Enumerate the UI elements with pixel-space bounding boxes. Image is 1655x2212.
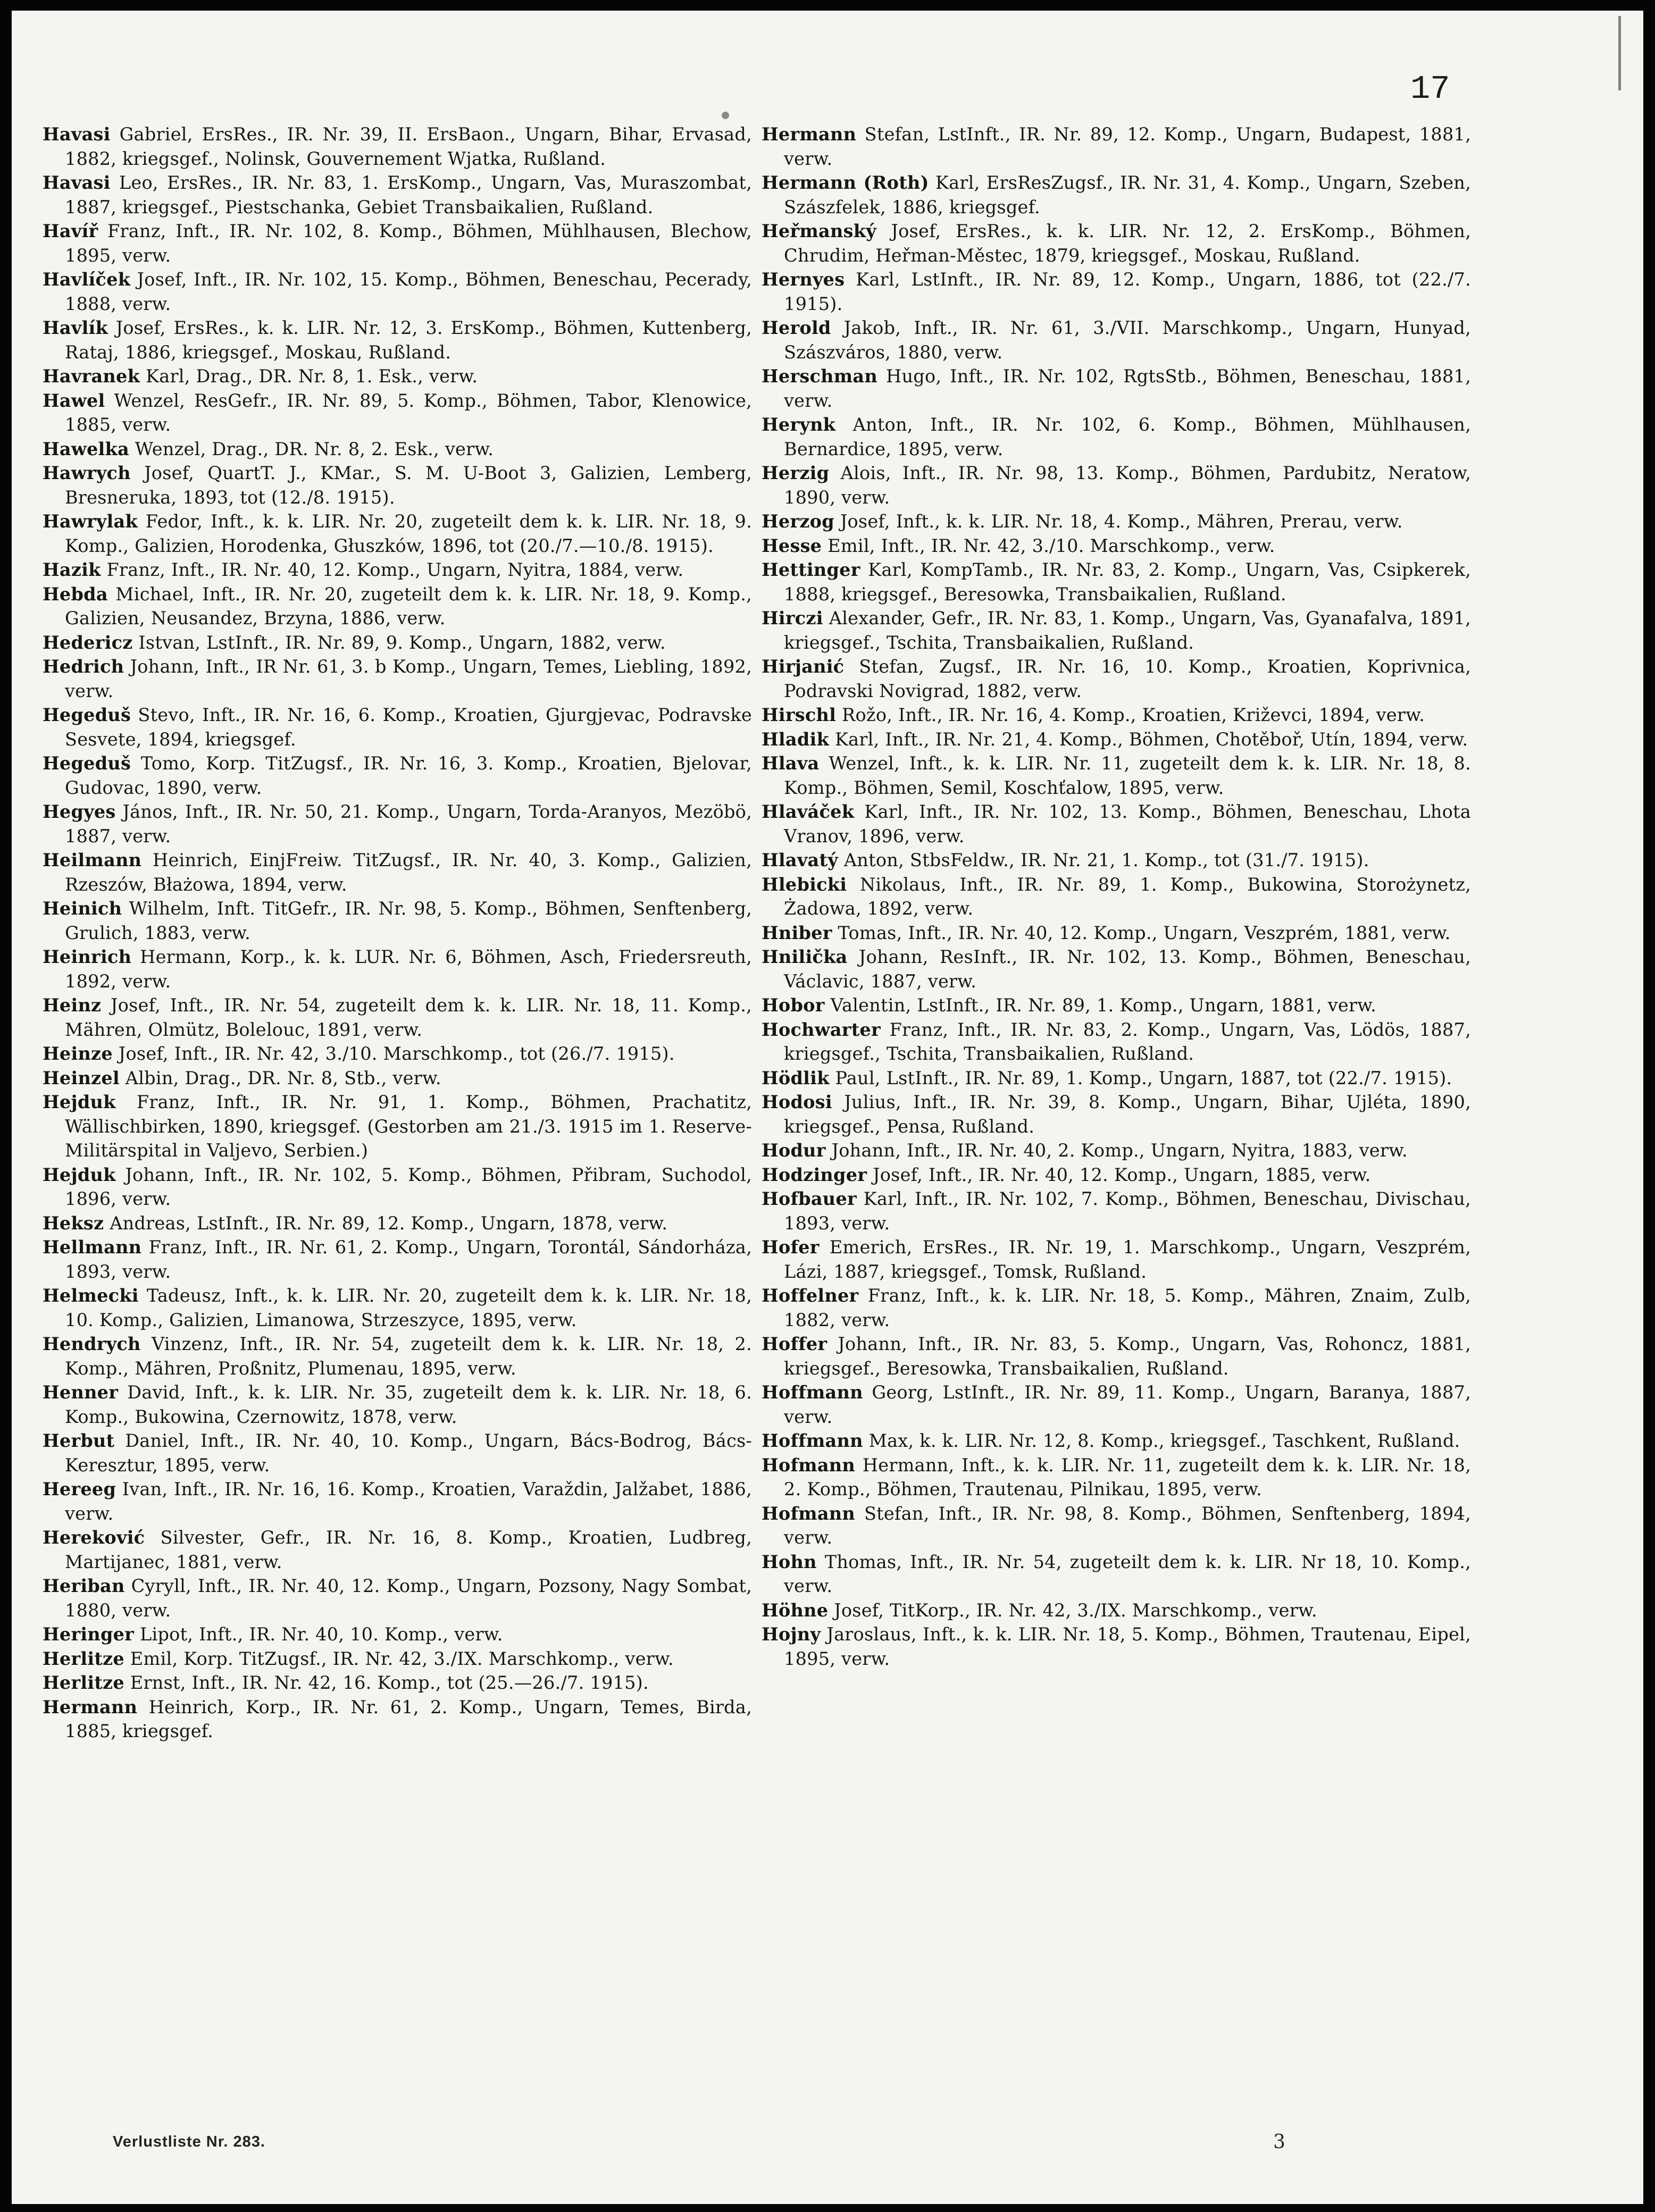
entry-details: Stefan, LstInft., IR. Nr. 89, 12. Komp., Ungarn, Budapest, 1881, verw. xyxy=(784,124,1471,169)
casualty-entry xyxy=(43,1622,752,1647)
entry-details: Franz, Inft., IR. Nr. 83, 2. Komp., Ungarn, Vas, Lödös, 1887, kriegsgef., Tschita, Transbaikalien, Rußland. xyxy=(784,1019,1471,1064)
entry-details: Johann, Inft., IR Nr. 61, 3. b Komp., Ungarn, Temes, Liebling, 1892, verw. xyxy=(65,656,752,701)
entry-details: Max, k. k. LIR. Nr. 12, 8. Komp., kriegsgef., Taschkent, Rußland. xyxy=(863,1430,1460,1451)
entry-surname: Havlíček xyxy=(43,269,131,290)
entry-details: Istvan, LstInft., IR. Nr. 89, 9. Komp., Ungarn, 1882, verw. xyxy=(132,632,666,653)
entry-details: Leo, ErsRes., IR. Nr. 83, 1. ErsKomp., Ungarn, Vas, Muraszombat, 1887, kriegsgef., Piestschanka, Gebiet Transbaikalien, Rußland. xyxy=(65,172,752,217)
casualty-entry xyxy=(762,1550,1471,1598)
entry-details: Anton, Inft., IR. Nr. 102, 6. Komp., Böhmen, Mühlhausen, Bernardice, 1895, verw. xyxy=(784,414,1471,459)
entry-details: Heinrich, EinjFreiw. TitZugsf., IR. Nr. 40, 3. Komp., Galizien, Rzeszów, Błażowa, 1894, verw. xyxy=(65,850,752,895)
entry-surname: Hlebicki xyxy=(762,874,847,895)
casualty-entry xyxy=(762,1380,1471,1429)
entry-surname: Hofmann xyxy=(762,1503,856,1524)
entry-surname: Havlík xyxy=(43,317,108,338)
entry-details: Josef, TitKorp., IR. Nr. 42, 3./IX. Marschkomp., verw. xyxy=(828,1599,1317,1621)
entry-details: Josef, Inft., IR. Nr. 42, 3./10. Marschkomp., tot (26./7. 1915). xyxy=(112,1043,675,1064)
footer-list-number: Verlustliste Nr. 283. xyxy=(113,2133,265,2150)
entry-surname: Hellmann xyxy=(43,1237,142,1258)
casualty-entry xyxy=(762,122,1471,171)
casualty-entry xyxy=(43,1284,752,1332)
entry-details: Wenzel, Inft., k. k. LIR. Nr. 11, zugeteilt dem k. k. LIR. Nr. 18, 8. Komp., Böhmen, Semil, Koschťalow, 1895, verw. xyxy=(784,753,1471,798)
casualty-entry xyxy=(43,1090,752,1163)
entry-surname: Hegyes xyxy=(43,801,116,822)
casualty-entry xyxy=(762,1502,1471,1550)
casualty-entry xyxy=(43,631,752,655)
entry-details: Johann, Inft., IR. Nr. 102, 5. Komp., Böhmen, Přibram, Suchodol, 1896, verw. xyxy=(65,1164,752,1209)
entry-details: Hermann, Inft., k. k. LIR. Nr. 11, zugeteilt dem k. k. LIR. Nr. 18, 2. Komp., Böhmen, Trautenau, Pilnikau, 1895, verw. xyxy=(784,1454,1471,1499)
entry-details: Alois, Inft., IR. Nr. 98, 13. Komp., Böhmen, Pardubitz, Neratow, 1890, verw. xyxy=(784,463,1471,508)
entry-details: Karl, Inft., IR. Nr. 102, 7. Komp., Böhmen, Beneschau, Divischau, 1893, verw. xyxy=(784,1188,1471,1234)
page-sheet xyxy=(12,11,1643,2204)
entry-surname: Hereeg xyxy=(43,1479,116,1499)
entry-details: Josef, QuartT. J., KMar., S. M. U-Boot 3, Galizien, Lemberg, Bresneruka, 1893, tot (12./8. 1915). xyxy=(65,463,752,508)
entry-surname: Helmecki xyxy=(43,1285,139,1306)
entry-surname: Hofbauer xyxy=(762,1188,857,1209)
entry-surname: Hebda xyxy=(43,583,108,605)
entry-surname: Herzog xyxy=(762,511,834,532)
entry-details: Emil, Korp. TitZugsf., IR. Nr. 42, 3./IX. Marschkomp., verw. xyxy=(124,1648,674,1669)
entry-details: Vinzenz, Inft., IR. Nr. 54, zugeteilt dem k. k. LIR. Nr. 18, 2. Komp., Mähren, Proßnitz, Plumenau, 1895, verw. xyxy=(65,1334,752,1379)
entry-surname: Hawrych xyxy=(43,463,131,483)
entry-details: Josef, Inft., IR. Nr. 40, 12. Komp., Ungarn, 1885, verw. xyxy=(867,1164,1371,1185)
entry-details: Karl, Inft., IR. Nr. 102, 13. Komp., Böhmen, Beneschau, Lhota Vranov, 1896, verw. xyxy=(784,801,1471,847)
entry-surname: Havasi xyxy=(43,172,111,193)
entry-surname: Hernyes xyxy=(762,269,845,290)
casualty-entry xyxy=(762,1018,1471,1066)
entry-details: Lipot, Inft., IR. Nr. 40, 10. Komp., verw. xyxy=(134,1624,503,1645)
casualty-entry xyxy=(43,751,752,800)
entry-details: Ivan, Inft., IR. Nr. 16, 16. Komp., Kroatien, Varaždin, Jalžabet, 1886, verw. xyxy=(65,1479,752,1524)
casualty-entry xyxy=(762,606,1471,655)
entry-details: Wenzel, ResGefr., IR. Nr. 89, 5. Komp., Böhmen, Tabor, Klenowice, 1885, verw. xyxy=(65,390,752,435)
casualty-entry xyxy=(43,582,752,631)
entry-surname: Hlava xyxy=(762,753,820,774)
entry-surname: Herold xyxy=(762,317,831,338)
entry-surname: Heinich xyxy=(43,898,122,919)
entry-details: Franz, Inft., IR. Nr. 40, 12. Komp., Ungarn, Nyitra, 1884, verw. xyxy=(101,559,684,580)
entry-surname: Hesse xyxy=(762,535,822,556)
casualty-entry xyxy=(43,316,752,364)
entry-details: Franz, Inft., k. k. LIR. Nr. 18, 5. Komp., Mähren, Znaim, Zulb, 1882, verw. xyxy=(784,1285,1471,1330)
casualty-entry xyxy=(762,727,1471,752)
entry-details: Josef, ErsRes., k. k. LIR. Nr. 12, 2. ErsKomp., Böhmen, Chrudim, Heřman-Městec, 1879, kriegsgef., Moskau, Rußland. xyxy=(784,221,1471,266)
entry-details: Michael, Inft., IR. Nr. 20, zugeteilt dem k. k. LIR. Nr. 18, 9. Komp., Galizien, Neusandez, Brzyna, 1886, verw. xyxy=(65,583,752,629)
casualty-entry xyxy=(43,389,752,437)
casualty-entry xyxy=(43,1380,752,1429)
casualty-entry xyxy=(43,1429,752,1477)
casualty-entry xyxy=(43,1526,752,1574)
entry-details: Thomas, Inft., IR. Nr. 54, zugeteilt dem k. k. LIR. Nr 18, 10. Komp., verw. xyxy=(784,1551,1471,1596)
entry-surname: Heřmanský xyxy=(762,221,876,241)
entry-surname: Heksz xyxy=(43,1212,104,1234)
entry-details: Wilhelm, Inft. TitGefr., IR. Nr. 98, 5. Komp., Böhmen, Senftenberg, Grulich, 1883, verw. xyxy=(65,898,752,943)
casualty-entry xyxy=(762,655,1471,703)
entry-details: Heinrich, Korp., IR. Nr. 61, 2. Komp., Ungarn, Temes, Birda, 1885, kriegsgef. xyxy=(65,1696,752,1741)
entry-surname: Havranek xyxy=(43,366,140,387)
entry-details: Jaroslaus, Inft., k. k. LIR. Nr. 18, 5. Komp., Böhmen, Trautenau, Eipel, 1895, verw. xyxy=(784,1624,1471,1669)
casualty-entry xyxy=(43,1477,752,1526)
entry-surname: Hlaváček xyxy=(762,801,855,822)
casualty-entry xyxy=(762,219,1471,267)
entry-surname: Herlitze xyxy=(43,1672,124,1693)
entry-details: Stefan, Zugsf., IR. Nr. 16, 10. Komp., Kroatien, Koprivnica, Podravski Novigrad, 1882, verw. xyxy=(784,656,1471,701)
entry-surname: Hochwarter xyxy=(762,1019,881,1040)
entry-surname: Hnilička xyxy=(762,946,848,967)
entry-details: Johann, Inft., IR. Nr. 40, 2. Komp., Ungarn, Nyitra, 1883, verw. xyxy=(825,1140,1408,1161)
casualty-entry xyxy=(762,1138,1471,1163)
casualty-entry xyxy=(43,558,752,582)
entry-surname: Herlitze xyxy=(43,1648,124,1669)
entry-details: Tadeusz, Inft., k. k. LIR. Nr. 20, zugeteilt dem k. k. LIR. Nr. 18, 10. Komp., Galizien, Limanowa, Strzeszyce, 1895, verw. xyxy=(65,1285,752,1330)
casualty-entry xyxy=(762,461,1471,509)
casualty-entry xyxy=(762,703,1471,727)
entry-surname: Hirczi xyxy=(762,608,823,629)
casualty-entry xyxy=(762,1429,1471,1453)
entry-surname: Hladik xyxy=(762,728,829,750)
entry-surname: Hendrych xyxy=(43,1334,141,1354)
entry-details: Johann, Inft., IR. Nr. 83, 5. Komp., Ungarn, Vas, Rohoncz, 1881, kriegsgef., Beresowka, Transbaikalien, Rußland. xyxy=(784,1334,1471,1379)
entry-details: Hugo, Inft., IR. Nr. 102, RgtsStb., Böhmen, Beneschau, 1881, verw. xyxy=(784,366,1471,411)
entry-details: Georg, LstInft., IR. Nr. 89, 11. Komp., Ungarn, Baranya, 1887, verw. xyxy=(784,1382,1471,1427)
casualty-entry xyxy=(762,1066,1471,1091)
page-number: 17 xyxy=(1410,70,1450,108)
entry-surname: Hedericz xyxy=(43,632,133,653)
entry-surname: Hoffmann xyxy=(762,1382,863,1403)
entry-details: Daniel, Inft., IR. Nr. 40, 10. Komp., Ungarn, Bács-Bodrog, Bács-Keresztur, 1895, verw. xyxy=(65,1430,752,1476)
entry-details: Karl, Inft., IR. Nr. 21, 4. Komp., Böhmen, Chotěboř, Utín, 1894, verw. xyxy=(829,728,1468,750)
entry-surname: Höhne xyxy=(762,1599,829,1621)
casualty-entry xyxy=(43,1574,752,1622)
entry-details: Jakob, Inft., IR. Nr. 61, 3./VII. Marschkomp., Ungarn, Hunyad, Szászváros, 1880, verw. xyxy=(784,317,1471,363)
entry-surname: Hniber xyxy=(762,922,832,943)
entry-surname: Hoffmann xyxy=(762,1430,863,1451)
casualty-entry xyxy=(762,509,1471,534)
casualty-entry xyxy=(43,1163,752,1211)
entry-details: David, Inft., k. k. LIR. Nr. 35, zugeteilt dem k. k. LIR. Nr. 18, 6. Komp., Bukowina, Czernowitz, 1878, verw. xyxy=(65,1382,752,1427)
entry-surname: Hirschl xyxy=(762,705,837,725)
entry-details: Stevo, Inft., IR. Nr. 16, 6. Komp., Kroatien, Gjurgjevac, Podravske Sesvete, 1894, kriegsgef. xyxy=(65,705,752,750)
entry-surname: Heinz xyxy=(43,995,102,1016)
casualty-entry xyxy=(43,800,752,848)
entry-surname: Hermann (Roth) xyxy=(762,172,929,193)
entry-details: Josef, Inft., IR. Nr. 54, zugeteilt dem k. k. LIR. Nr. 18, 11. Komp., Mähren, Olmütz, Bolelouc, 1891, verw. xyxy=(65,995,752,1040)
margin-line-mark xyxy=(1618,16,1621,90)
entry-surname: Havasi xyxy=(43,124,111,145)
entry-surname: Hofer xyxy=(762,1237,820,1258)
casualty-entry xyxy=(43,848,752,896)
entry-surname: Havíř xyxy=(43,221,98,241)
casualty-entry xyxy=(762,1090,1471,1138)
entry-details: Tomas, Inft., IR. Nr. 40, 12. Komp., Ungarn, Veszprém, 1881, verw. xyxy=(832,922,1451,943)
casualty-entry xyxy=(762,921,1471,945)
casualty-entry xyxy=(762,873,1471,921)
entry-surname: Heinrich xyxy=(43,946,132,967)
entry-surname: Hohn xyxy=(762,1551,817,1572)
casualty-entry xyxy=(43,1647,752,1671)
casualty-entry xyxy=(43,945,752,993)
casualty-entry xyxy=(43,364,752,389)
entry-details: Emerich, ErsRes., IR. Nr. 19, 1. Marschkomp., Ungarn, Veszprém, Lázi, 1887, kriegsgef., Tomsk, Rußland. xyxy=(784,1237,1471,1282)
casualty-entry xyxy=(762,1453,1471,1502)
entry-details: Josef, Inft., IR. Nr. 102, 15. Komp., Böhmen, Beneschau, Pecerady, 1888, verw. xyxy=(65,269,752,314)
casualty-entry xyxy=(43,1042,752,1066)
entry-details: Ernst, Inft., IR. Nr. 42, 16. Komp., tot (25.—26./7. 1915). xyxy=(124,1672,649,1693)
entry-surname: Herbut xyxy=(43,1430,115,1451)
entry-details: Karl, LstInft., IR. Nr. 89, 12. Komp., Ungarn, 1886, tot (22./7. 1915). xyxy=(784,269,1471,314)
entry-details: Karl, ErsResZugsf., IR. Nr. 31, 4. Komp., Ungarn, Szeben, Szászfelek, 1886, kriegsgef. xyxy=(784,172,1471,217)
casualty-entry xyxy=(762,413,1471,461)
entry-surname: Herschman xyxy=(762,366,877,387)
entry-surname: Hejduk xyxy=(43,1164,116,1185)
casualty-entry xyxy=(762,800,1471,848)
entry-details: Karl, KompTamb., IR. Nr. 83, 2. Komp., Ungarn, Vas, Csipkerek, 1888, kriegsgef., Beresowka, Transbaikalien, Rußland. xyxy=(784,559,1471,605)
entry-surname: Hodosi xyxy=(762,1092,832,1112)
casualty-entry xyxy=(762,364,1471,413)
casualty-entry xyxy=(43,993,752,1042)
entry-details: Albin, Drag., DR. Nr. 8, Stb., verw. xyxy=(119,1067,441,1088)
casualty-entry xyxy=(762,751,1471,800)
entry-surname: Hermann xyxy=(43,1696,138,1717)
entry-details: Franz, Inft., IR. Nr. 102, 8. Komp., Böhmen, Mühlhausen, Blechow, 1895, verw. xyxy=(65,221,752,266)
casualty-entry xyxy=(43,267,752,316)
casualty-entry xyxy=(762,558,1471,606)
entry-details: Fedor, Inft., k. k. LIR. Nr. 20, zugeteilt dem k. k. LIR. Nr. 18, 9. Komp., Galizien, Horodenka, Głuszków, 1896, tot (20./7.—10./8. 1915). xyxy=(65,511,752,556)
casualty-entry xyxy=(762,1235,1471,1284)
entry-details: Tomo, Korp. TitZugsf., IR. Nr. 16, 3. Komp., Kroatien, Bjelovar, Gudovac, 1890, verw. xyxy=(65,753,752,798)
casualty-entry xyxy=(43,703,752,751)
ink-dot-mark xyxy=(722,112,729,119)
casualty-entry xyxy=(762,1332,1471,1380)
entry-details: Franz, Inft., IR. Nr. 91, 1. Komp., Böhmen, Prachatitz, Wällischbirken, 1890, kriegsgef. (Gestorben am 21./3. 1915 im 1. Reserve-Militärspital in Valjevo, Serbien.) xyxy=(65,1092,752,1161)
entry-details: Silvester, Gefr., IR. Nr. 16, 8. Komp., Kroatien, Ludbreg, Martijanec, 1881, verw. xyxy=(65,1527,752,1572)
entry-surname: Henner xyxy=(43,1382,119,1403)
casualty-entry xyxy=(43,1332,752,1380)
entry-surname: Herzig xyxy=(762,463,830,483)
entry-surname: Hawelka xyxy=(43,438,129,459)
entry-details: Emil, Inft., IR. Nr. 42, 3./10. Marschkomp., verw. xyxy=(822,535,1275,556)
entry-details: Nikolaus, Inft., IR. Nr. 89, 1. Komp., Bukowina, Storożynetz, Żadowa, 1892, verw. xyxy=(784,874,1471,919)
casualty-entry xyxy=(762,316,1471,364)
entry-surname: Hejduk xyxy=(43,1092,116,1112)
casualty-entry xyxy=(43,1211,752,1236)
footer-signature-mark: 3 xyxy=(1273,2131,1285,2153)
entry-details: Gabriel, ErsRes., IR. Nr. 39, II. ErsBaon., Ungarn, Bihar, Ervasad, 1882, kriegsgef., Nolinsk, Gouvernement Wjatka, Rußland. xyxy=(65,124,752,169)
casualty-entry xyxy=(762,1598,1471,1623)
casualty-entry xyxy=(762,993,1471,1018)
entry-surname: Herynk xyxy=(762,414,836,435)
entry-details: Johann, ResInft., IR. Nr. 102, 13. Komp., Böhmen, Beneschau, Václavic, 1887, verw. xyxy=(784,946,1471,992)
entry-surname: Heilmann xyxy=(43,850,142,870)
entry-surname: Hodur xyxy=(762,1140,826,1161)
entry-details: Valentin, LstInft., IR. Nr. 89, 1. Komp., Ungarn, 1881, verw. xyxy=(824,995,1377,1016)
right-column xyxy=(762,122,1471,1671)
casualty-entry xyxy=(762,1163,1471,1187)
casualty-entry xyxy=(762,848,1471,873)
entry-surname: Hlavatý xyxy=(762,850,838,870)
entry-details: János, Inft., IR. Nr. 50, 21. Komp., Ungarn, Torda-Aranyos, Mezöbö, 1887, verw. xyxy=(65,801,752,847)
casualty-entry xyxy=(43,655,752,703)
entry-details: Stefan, Inft., IR. Nr. 98, 8. Komp., Böhmen, Senftenberg, 1894, verw. xyxy=(784,1503,1471,1548)
entry-surname: Hereković xyxy=(43,1527,145,1548)
entry-surname: Hawrylak xyxy=(43,511,138,532)
entry-surname: Heinzel xyxy=(43,1067,120,1088)
casualty-entry xyxy=(43,1671,752,1695)
entry-details: Franz, Inft., IR. Nr. 61, 2. Komp., Ungarn, Torontál, Sándorháza, 1893, verw. xyxy=(65,1237,752,1282)
casualty-entry xyxy=(762,1284,1471,1332)
entry-details: Josef, ErsRes., k. k. LIR. Nr. 12, 3. ErsKomp., Böhmen, Kuttenberg, Rataj, 1886, kriegsgef., Moskau, Rußland. xyxy=(65,317,752,363)
entry-details: Josef, Inft., k. k. LIR. Nr. 18, 4. Komp., Mähren, Prerau, verw. xyxy=(834,511,1403,532)
casualty-entry xyxy=(43,896,752,945)
casualty-entry xyxy=(43,219,752,267)
entry-details: Anton, StbsFeldw., IR. Nr. 21, 1. Komp., tot (31./7. 1915). xyxy=(838,850,1369,870)
entry-details: Rožo, Inft., IR. Nr. 16, 4. Komp., Kroatien, Križevci, 1894, verw. xyxy=(836,705,1425,725)
casualty-entry xyxy=(762,1622,1471,1671)
casualty-entry xyxy=(762,171,1471,219)
casualty-entry xyxy=(762,1187,1471,1235)
entry-surname: Heinze xyxy=(43,1043,113,1064)
entry-details: Paul, LstInft., IR. Nr. 89, 1. Komp., Ungarn, 1887, tot (22./7. 1915). xyxy=(829,1067,1452,1088)
casualty-entry xyxy=(762,945,1471,993)
entry-surname: Hettinger xyxy=(762,559,860,580)
entry-details: Wenzel, Drag., DR. Nr. 8, 2. Esk., verw. xyxy=(129,438,494,459)
entry-details: Julius, Inft., IR. Nr. 39, 8. Komp., Ungarn, Bihar, Ujléta, 1890, kriegsgef., Pensa, Rußland. xyxy=(784,1092,1471,1137)
entry-surname: Hödlik xyxy=(762,1067,830,1088)
entry-surname: Heriban xyxy=(43,1576,125,1596)
entry-surname: Hoffer xyxy=(762,1334,828,1354)
casualty-entry xyxy=(43,1235,752,1284)
left-column xyxy=(43,122,752,1744)
entry-surname: Hirjanić xyxy=(762,656,845,677)
entry-surname: Hegeduš xyxy=(43,705,131,725)
casualty-entry xyxy=(43,1695,752,1744)
entry-details: Cyryll, Inft., IR. Nr. 40, 12. Komp., Ungarn, Pozsony, Nagy Sombat, 1880, verw. xyxy=(65,1576,752,1621)
casualty-entry xyxy=(762,267,1471,316)
casualty-entry xyxy=(43,509,752,558)
entry-surname: Hermann xyxy=(762,124,857,145)
entry-surname: Hodzinger xyxy=(762,1164,867,1185)
entry-surname: Hegeduš xyxy=(43,753,131,774)
casualty-entry xyxy=(43,122,752,171)
casualty-entry xyxy=(43,1066,752,1091)
entry-details: Alexander, Gefr., IR. Nr. 83, 1. Komp., Ungarn, Vas, Gyanafalva, 1891, kriegsgef., Tschita, Transbaikalien, Rußland. xyxy=(784,608,1471,653)
casualty-entry xyxy=(762,534,1471,558)
entry-surname: Hawel xyxy=(43,390,105,411)
entry-details: Hermann, Korp., k. k. LUR. Nr. 6, Böhmen, Asch, Friedersreuth, 1892, verw. xyxy=(65,946,752,992)
entry-surname: Heringer xyxy=(43,1624,135,1645)
entry-surname: Hobor xyxy=(762,995,825,1016)
entry-surname: Hazik xyxy=(43,559,101,580)
casualty-entry xyxy=(43,437,752,462)
casualty-entry xyxy=(43,461,752,509)
entry-details: Andreas, LstInft., IR. Nr. 89, 12. Komp., Ungarn, 1878, verw. xyxy=(104,1212,668,1234)
entry-surname: Hedrich xyxy=(43,656,124,677)
entry-surname: Hojny xyxy=(762,1624,821,1645)
entry-details: Karl, Drag., DR. Nr. 8, 1. Esk., verw. xyxy=(140,366,478,387)
entry-surname: Hofmann xyxy=(762,1454,856,1476)
entry-surname: Hoffelner xyxy=(762,1285,859,1306)
casualty-entry xyxy=(43,171,752,219)
